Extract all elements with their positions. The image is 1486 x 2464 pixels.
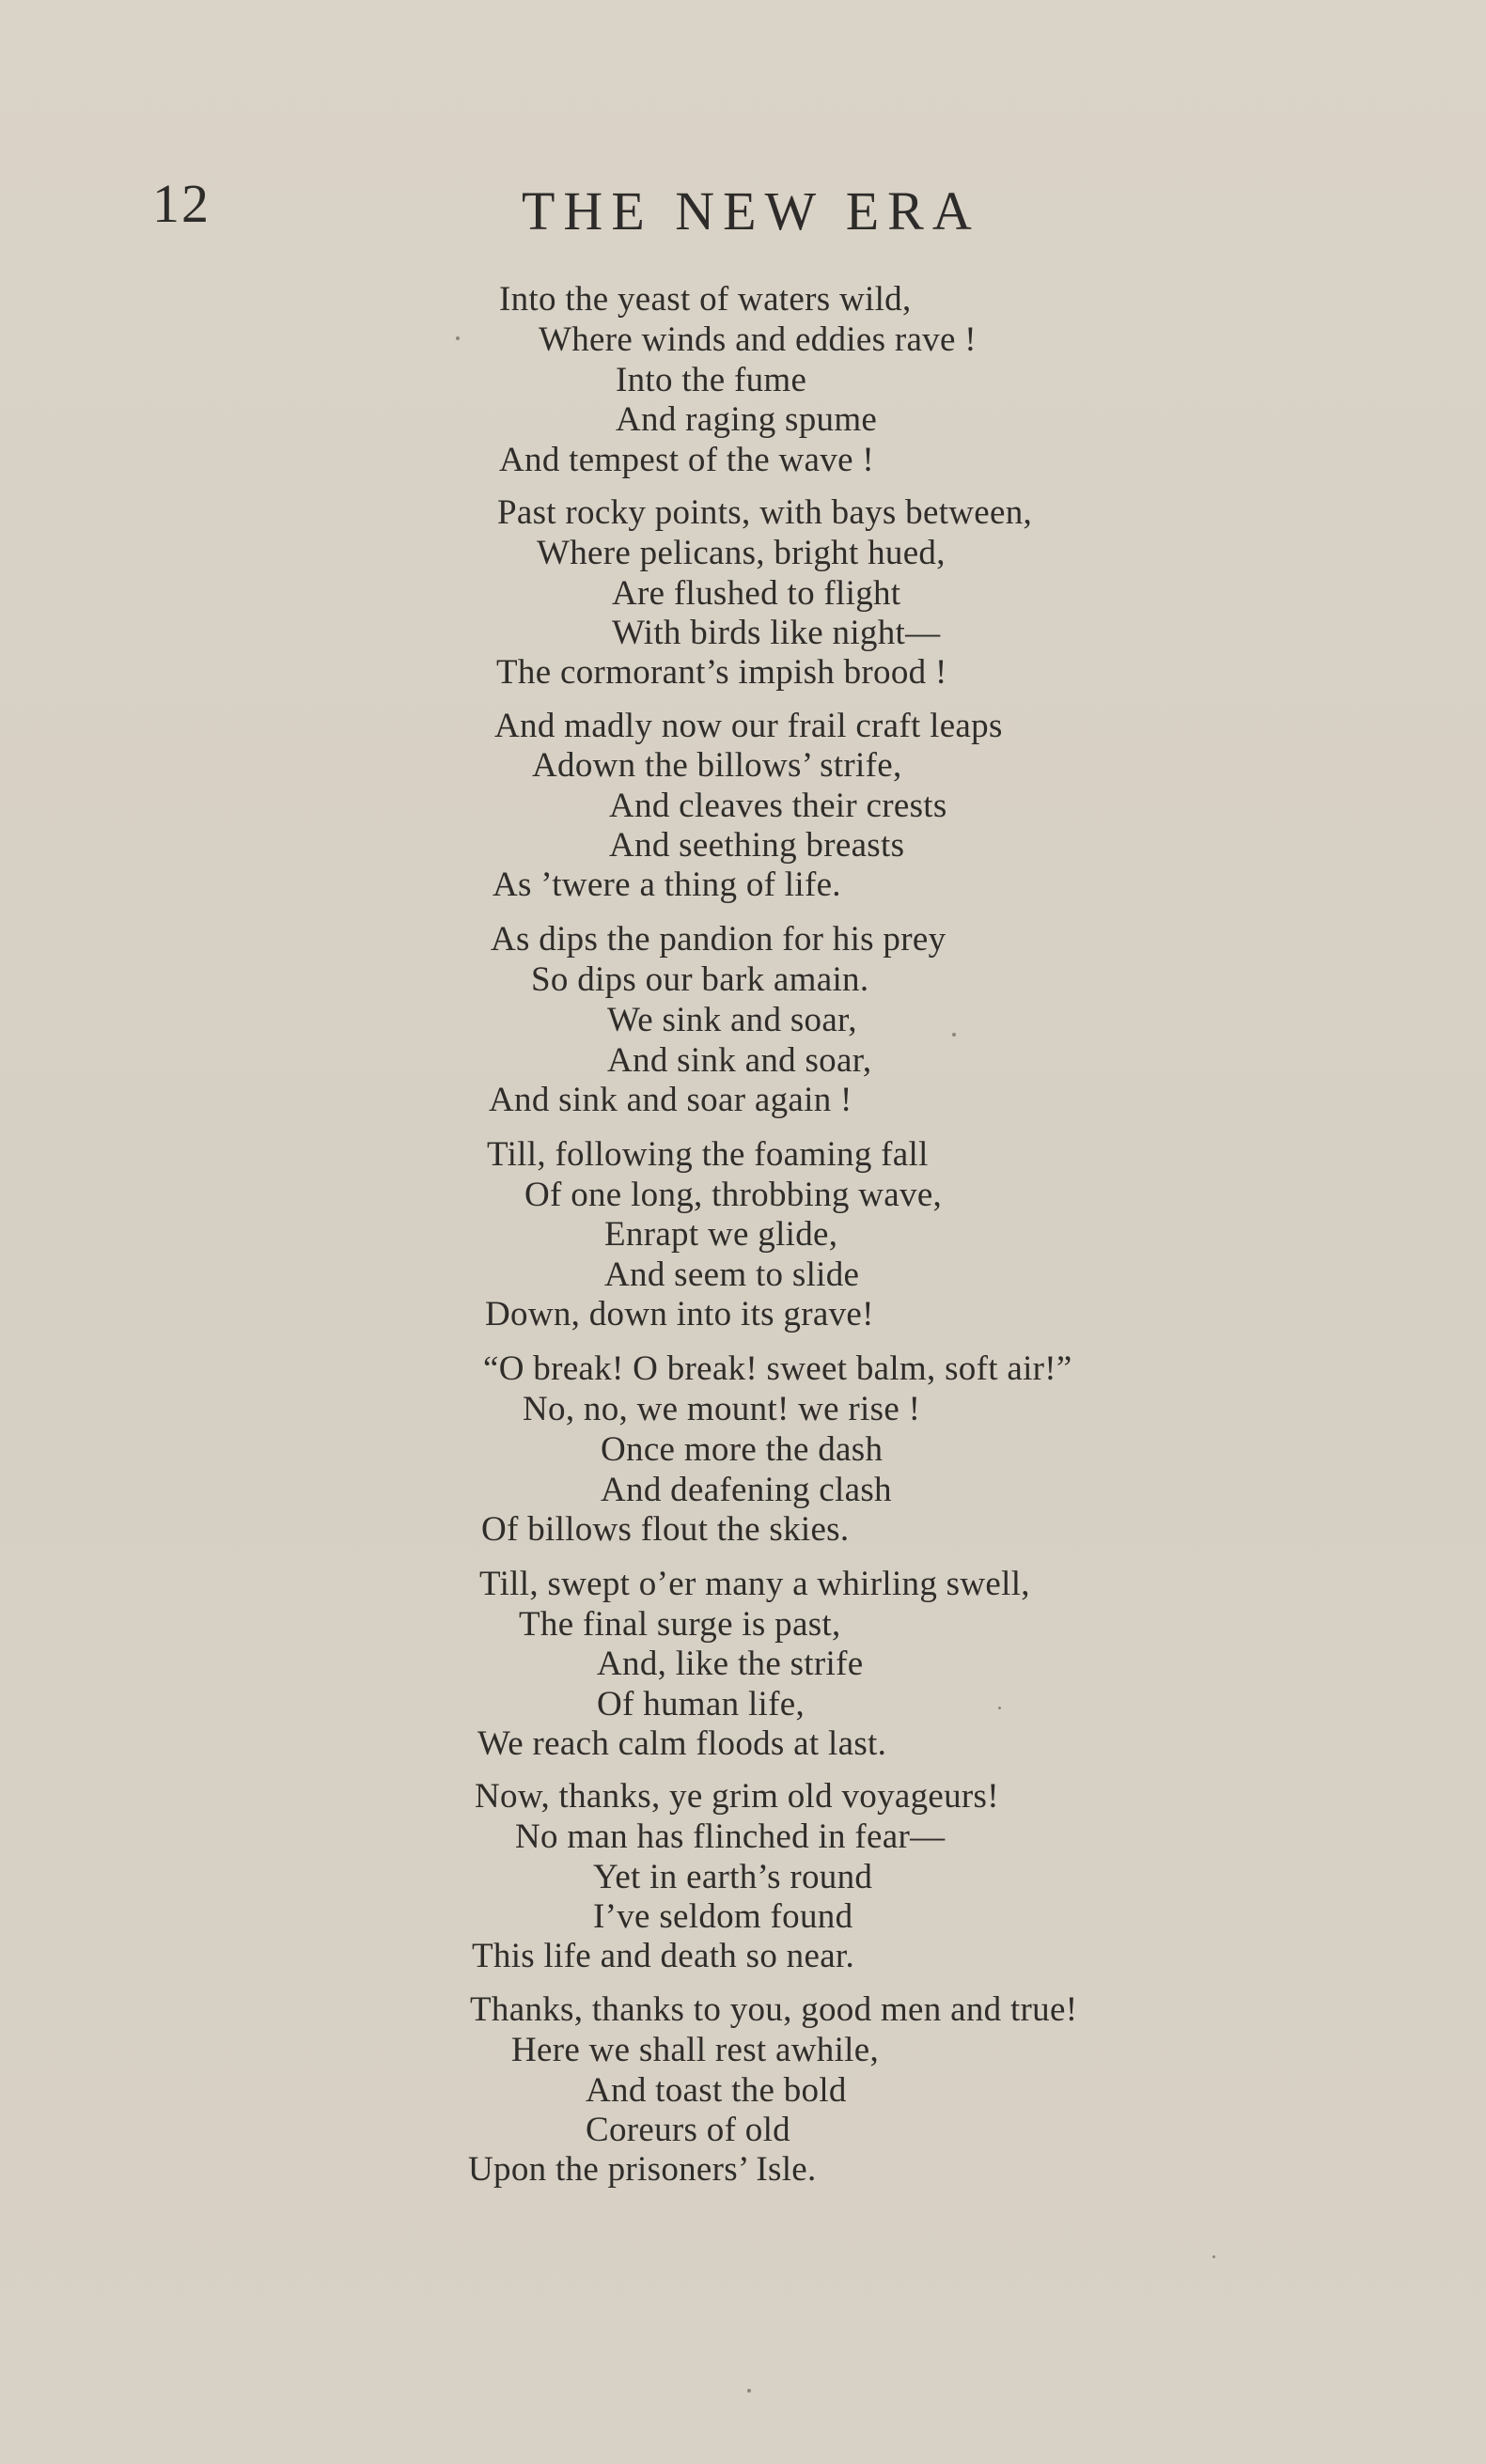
poem-line: And madly now our frail craft leaps bbox=[494, 707, 1003, 745]
poem-line: “O break! O break! sweet balm, soft air!” bbox=[483, 1349, 1072, 1388]
poem-line: Enrapt we glide, bbox=[604, 1215, 838, 1254]
paper-speck bbox=[747, 2389, 751, 2393]
running-title: THE NEW ERA bbox=[522, 180, 980, 242]
paper-speck bbox=[1212, 2255, 1215, 2258]
paper-speck bbox=[998, 1707, 1001, 1709]
poem-line: Adown the billows’ strife, bbox=[532, 746, 902, 785]
poem-line: Till, following the foaming fall bbox=[487, 1135, 929, 1174]
poem-line: Coreurs of old bbox=[586, 2111, 790, 2149]
poem-line: Of one long, throbbing wave, bbox=[524, 1176, 943, 1214]
poem-line: And seem to slide bbox=[604, 1255, 860, 1294]
page-number: 12 bbox=[152, 173, 211, 234]
poem-line: Where winds and eddies rave ! bbox=[539, 320, 977, 359]
poem-line: This life and death so near. bbox=[472, 1937, 855, 1975]
poem-line: Are flushed to flight bbox=[612, 574, 901, 613]
paper-speck bbox=[456, 336, 460, 340]
poem-line: Here we shall rest awhile, bbox=[511, 2031, 880, 2069]
poem-line: And deafening clash bbox=[601, 1471, 892, 1509]
poem-line: So dips our bark amain. bbox=[531, 960, 869, 999]
poem-line: Thanks, thanks to you, good men and true! bbox=[470, 1990, 1078, 2029]
poem-line: We sink and soar, bbox=[607, 1001, 857, 1039]
poem-line: Down, down into its grave! bbox=[485, 1295, 874, 1333]
poem-line: No, no, we mount! we rise ! bbox=[523, 1390, 921, 1428]
poem-line: No man has flinched in fear— bbox=[515, 1817, 946, 1856]
poem-line: As ’twere a thing of life. bbox=[493, 866, 841, 904]
poem-line: Of billows flout the skies. bbox=[481, 1510, 850, 1549]
poem-line: And toast the bold bbox=[586, 2071, 847, 2110]
poem-line: Once more the dash bbox=[601, 1430, 884, 1469]
poem-line: And tempest of the wave ! bbox=[499, 441, 874, 479]
poem-line: Into the fume bbox=[616, 361, 807, 399]
poem-line: The cormorant’s impish brood ! bbox=[496, 653, 947, 692]
poem-line: And sink and soar again ! bbox=[489, 1081, 852, 1119]
poem-line: I’ve seldom found bbox=[593, 1897, 853, 1936]
poem-line: The final surge is past, bbox=[519, 1605, 841, 1644]
poem-line: Now, thanks, ye grim old voyageurs! bbox=[475, 1777, 999, 1816]
poem-line: And seething breasts bbox=[609, 826, 905, 865]
poem-line: Where pelicans, bright hued, bbox=[537, 534, 946, 572]
poem-line: As dips the pandion for his prey bbox=[491, 920, 946, 959]
poem-line: And cleaves their crests bbox=[609, 787, 947, 825]
poem-line: Of human life, bbox=[597, 1685, 805, 1723]
poem-line: And sink and soar, bbox=[607, 1041, 872, 1080]
poem-line: Into the yeast of waters wild, bbox=[499, 280, 912, 319]
poem-line: Till, swept o’er many a whirling swell, bbox=[479, 1565, 1030, 1603]
poem-line: Upon the prisoners’ Isle. bbox=[468, 2150, 817, 2189]
poem-line: Past rocky points, with bays between, bbox=[497, 493, 1033, 532]
poem-line: We reach calm floods at last. bbox=[477, 1724, 887, 1763]
poem-line: And, like the strife bbox=[597, 1645, 864, 1683]
paper-speck bbox=[952, 1033, 956, 1037]
poem-line: Yet in earth’s round bbox=[593, 1858, 873, 1896]
poem-line: And raging spume bbox=[616, 400, 878, 439]
poem-line: With birds like night— bbox=[612, 614, 941, 652]
